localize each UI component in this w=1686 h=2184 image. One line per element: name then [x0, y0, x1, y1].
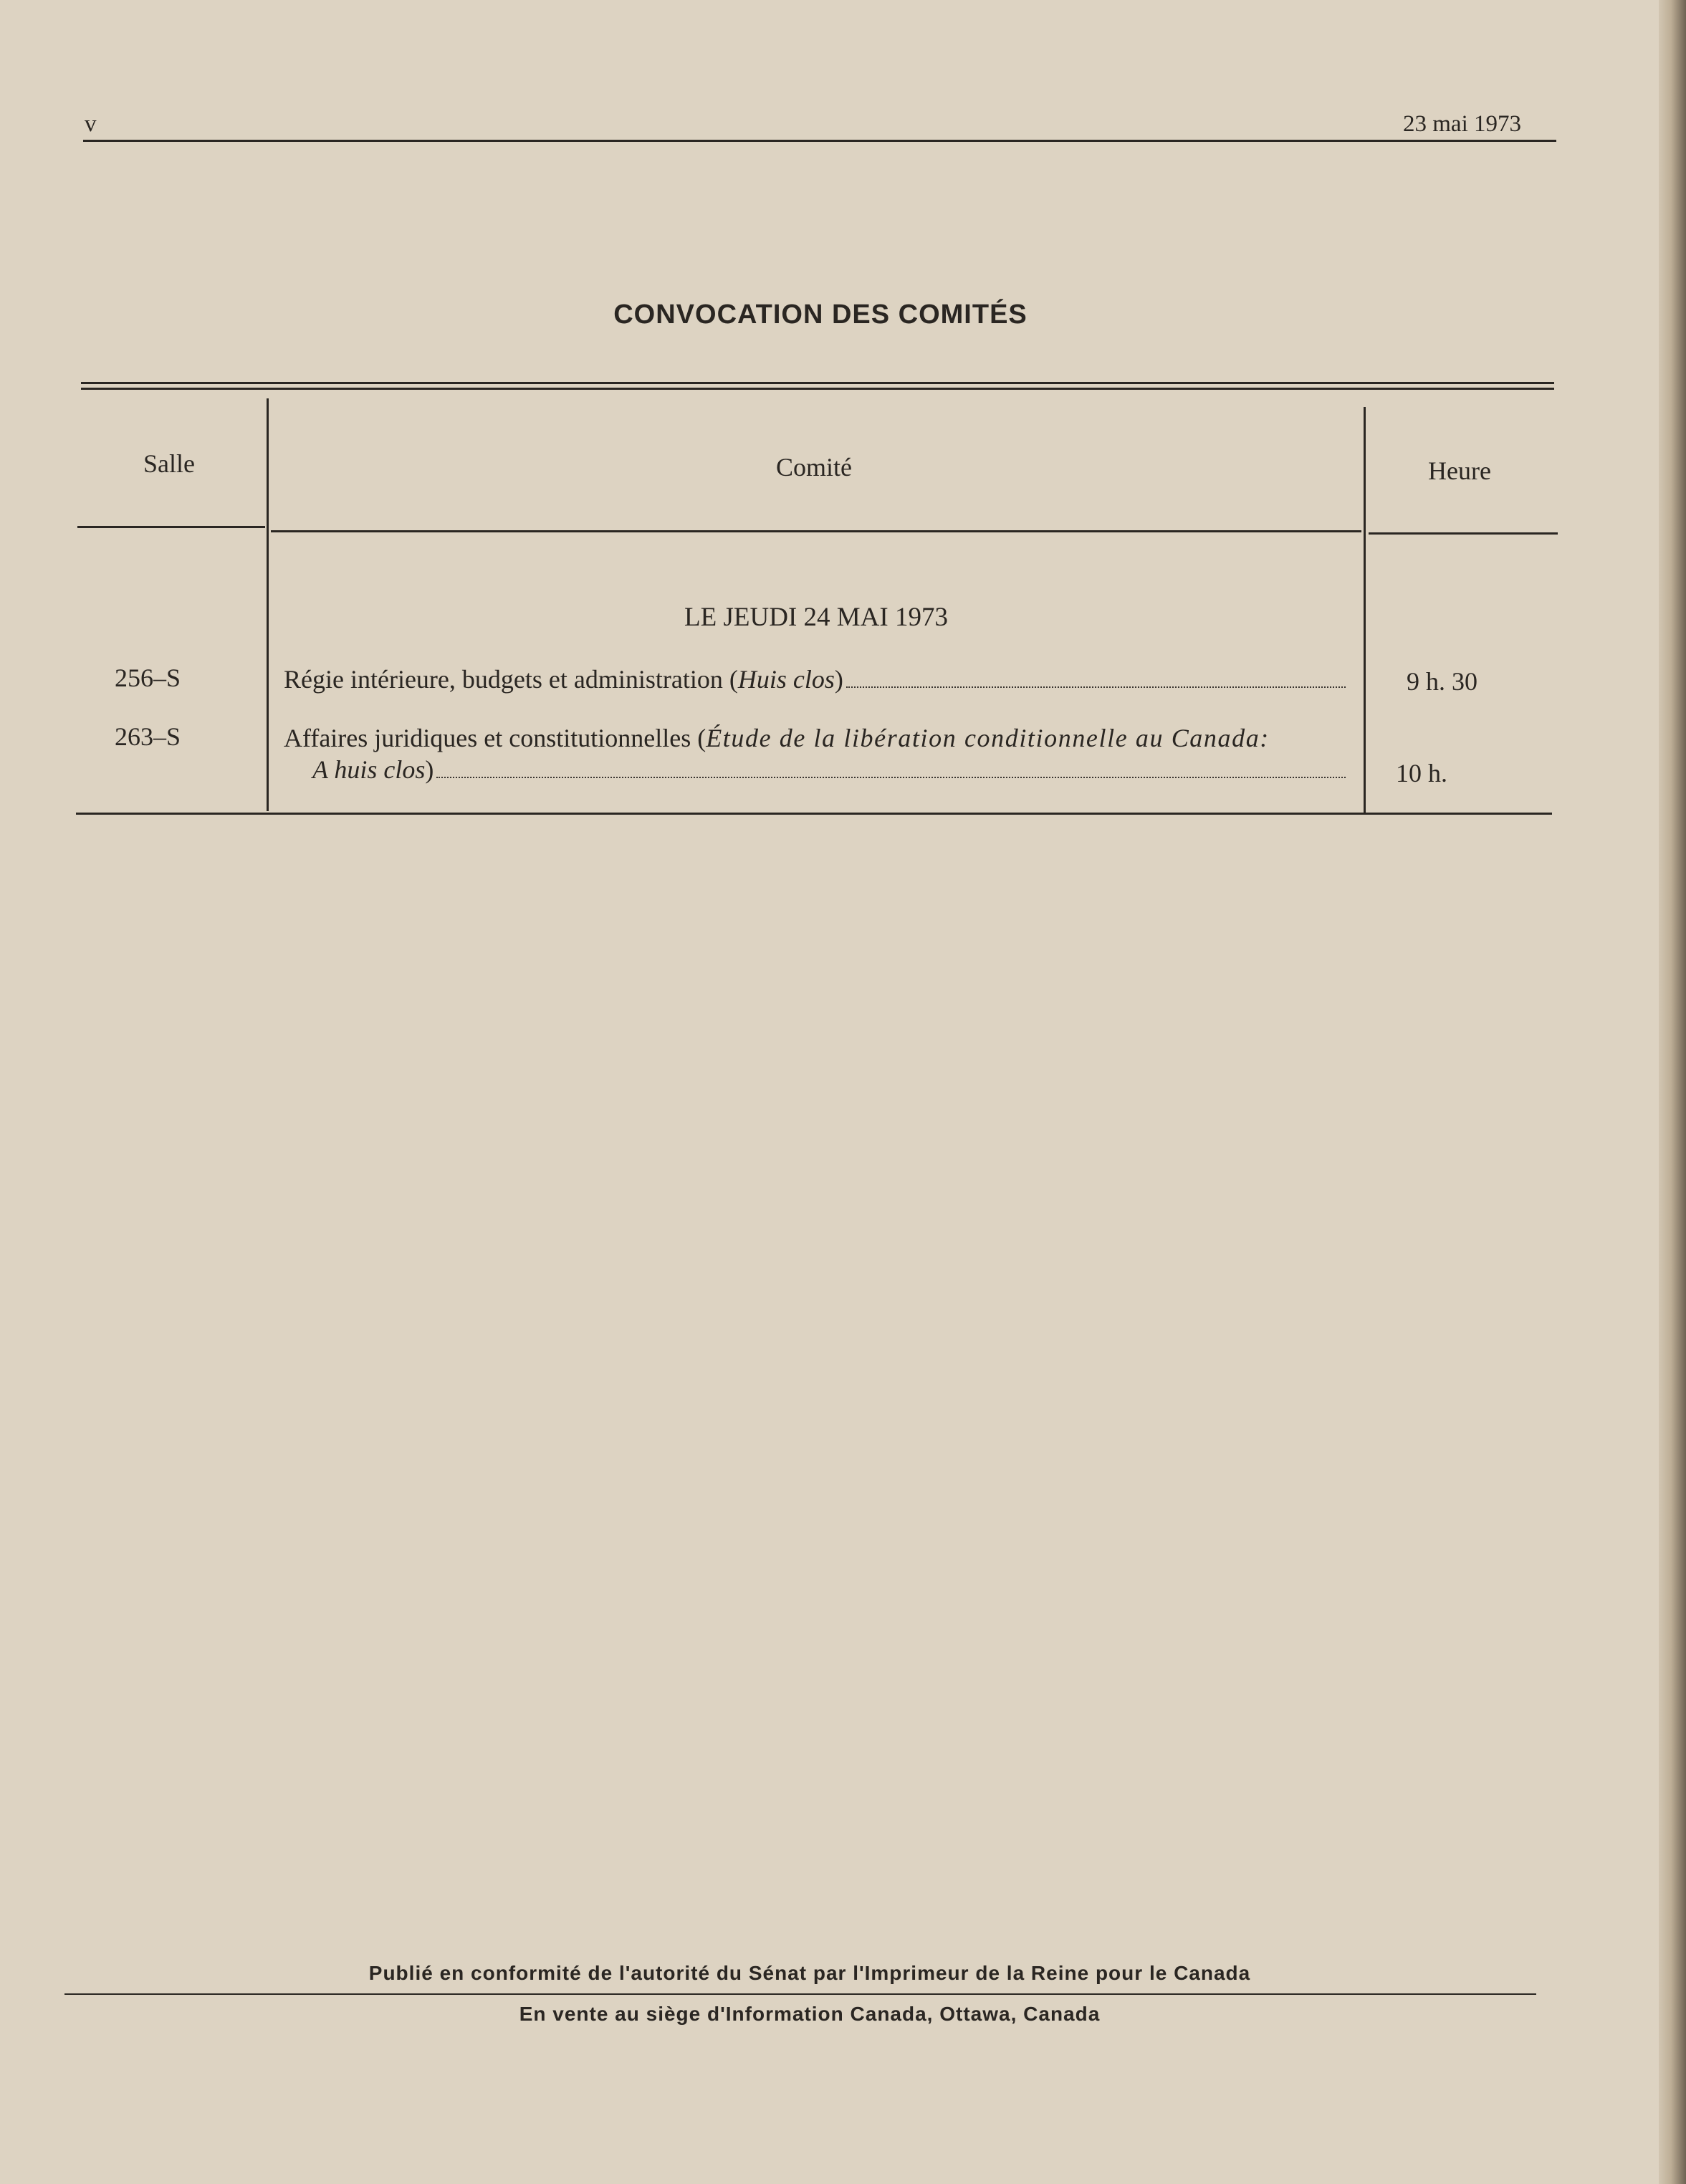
- header-bottom-rule-salle: [77, 526, 265, 528]
- column-separator-right: [1364, 407, 1366, 814]
- table-row-2-comite-line2: [312, 754, 1349, 785]
- footer-rule: [64, 1993, 1536, 1995]
- table-row-1-comite: [284, 664, 1349, 695]
- table-bottom-rule: [76, 813, 1552, 815]
- table-top-rule: [81, 382, 1554, 384]
- row-1-comite-text: Régie intérieure, budgets et administration (: [284, 665, 738, 694]
- table-row-1-heure: 9 h. 30: [1407, 667, 1477, 696]
- row-2-comite-text: Affaires juridiques et constitutionnelles (: [284, 724, 707, 752]
- row-1-leader-dots: [846, 686, 1346, 688]
- header-date: 23 mai 1973: [1403, 111, 1521, 137]
- table-row-2-heure: 10 h.: [1396, 759, 1447, 787]
- column-separator-left: [267, 398, 269, 811]
- day-heading: LE JEUDI 24 MAI 1973: [684, 603, 948, 632]
- table-row-2-salle: 263–S: [115, 722, 181, 751]
- footer-publication-note: Publié en conformité de l'autorité du Sénat par l'Imprimeur de la Reine pour le Canada: [368, 1962, 1251, 1984]
- row-2-comite-italic: Étude de la libération conditionnelle au Canada:: [706, 724, 1270, 752]
- page-number: v: [85, 111, 97, 137]
- row-1-comite-italic: Huis clos: [737, 665, 835, 694]
- footer-sale-note: En vente au siège d'Information Canada, Ottawa, Canada: [519, 2003, 1101, 2025]
- column-header-comite: Comité: [776, 453, 852, 482]
- row-1-comite-close: ): [834, 665, 843, 694]
- row-2-comite-close: ): [425, 755, 434, 784]
- table-top-rule-2: [81, 388, 1554, 390]
- row-2-leader-dots: [436, 777, 1346, 778]
- row-2-comite-line2-italic: A huis clos: [312, 755, 426, 784]
- table-row-1-salle: 256–S: [115, 664, 181, 692]
- column-header-salle: Salle: [143, 449, 195, 478]
- header-bottom-rule-comite: [271, 530, 1361, 532]
- page-edge: [1659, 0, 1686, 2184]
- header-rule: [83, 140, 1556, 142]
- page-title: CONVOCATION DES COMITÉS: [613, 300, 1028, 330]
- header-bottom-rule-heure: [1369, 532, 1558, 535]
- column-header-heure: Heure: [1428, 456, 1491, 485]
- table-row-2-comite-line1: [284, 722, 1349, 754]
